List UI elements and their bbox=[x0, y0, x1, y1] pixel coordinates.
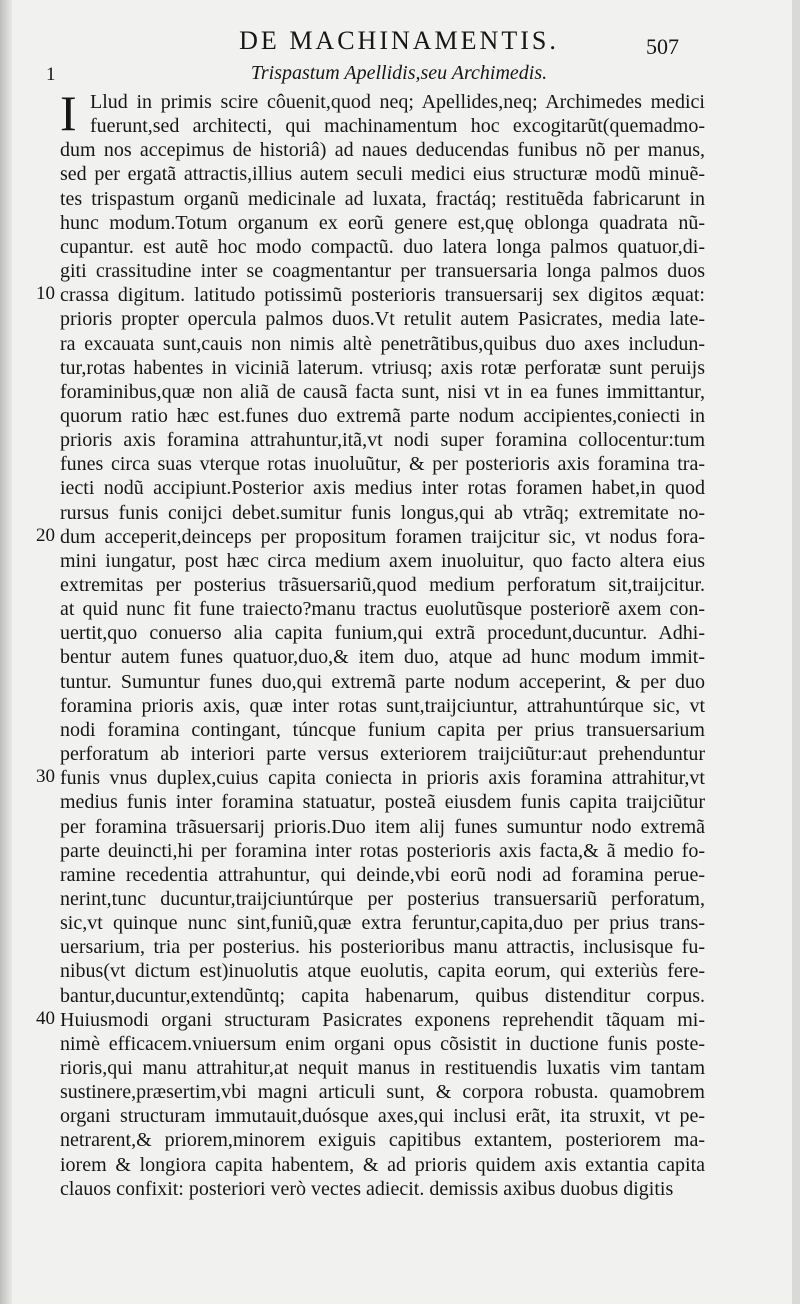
text-line: foraminibus,quæ non aliã de causã facta sunt, nisi vt in ea funes immittantur, bbox=[60, 380, 705, 403]
running-head: DE MACHINAMENTIS. bbox=[239, 26, 559, 55]
text-line: Huiusmodi organi structuram Pasicrates exponens reprehendit tãquam mi- bbox=[60, 1008, 705, 1031]
text-line: uersarium, tria per posterius. his posterioribus manu attractis, inclusisque fu- bbox=[60, 936, 705, 959]
text-line: dum nos accepimus de historiâ) ad naues deducendas funibus nõ per manus, bbox=[60, 139, 705, 162]
line-number: 40 bbox=[36, 1007, 55, 1029]
text-line: crassa digitum. latitudo potissimũ posterioris transuersarij sex digitos æquat: bbox=[60, 284, 705, 307]
text-line: giti crassitudine inter se coagmentantur per transuersaria longa palmos duos bbox=[60, 260, 705, 283]
text-line: rioris,qui manu attrahitur,at nequit manus in restituendis luxatis vim tantam bbox=[60, 1057, 705, 1079]
text-line: clauos confixit: posteriori verò vectes adiecit. demissis axibus duobus digitis bbox=[60, 1177, 674, 1200]
text-line: extremitas per posterius trãsuersariũ,quod medium perforatum sit,traijcitur. bbox=[60, 574, 705, 596]
page-edge-shadow bbox=[0, 0, 12, 1304]
text-line: uertit,quo conuerso alia capita funium,qui extrã procedunt,ducuntur. Adhi- bbox=[60, 622, 705, 645]
book-page bbox=[6, 0, 792, 1304]
text-line: parte deuincti,hi per foramina inter rotas posterioris axis facta,& ã medio fo- bbox=[60, 839, 705, 862]
text-line: medius funis inter foramina statuatur, posteã eiusdem funis capita traijciũtur bbox=[60, 791, 705, 814]
text-line: per foramina trãsuersarij prioris.Duo item alij funes sumuntur nodo extremã bbox=[60, 815, 705, 838]
line-number: 30 bbox=[36, 766, 55, 788]
text-line: bantur,ducuntur,extendũntq; capita habenarum, quibus distenditur corpus. bbox=[60, 984, 705, 1007]
text-line: sed per ergatã attractis,illius autem seculi medici eius structuræ modũ minuẽ- bbox=[60, 163, 705, 186]
drop-capital: I bbox=[60, 85, 77, 141]
text-line: funis vnus duplex,cuius capita coniecta in prioris axis foramina attrahitur,vt bbox=[60, 767, 705, 790]
text-line: foramina prioris axis, quæ inter rotas sunt,traijciuntur, attrahuntúrque sic, vt bbox=[60, 694, 705, 717]
text-line: Llud in primis scire côuenit,quod neq; Apellides,neq; Archimedes medici bbox=[90, 91, 705, 113]
section-title: Trispastum Apellidis,seu Archimedis. bbox=[250, 62, 548, 84]
text-line: nibus(vt dictum est)inuolutis atque euolutis, capita eorum, qui exteriùs fere- bbox=[60, 960, 705, 983]
text-line: iorem & longiora capita habentem, & ad prioris quidem axis extantia capita bbox=[60, 1153, 705, 1176]
text-line: bentur autem funes quatuor,duo,& item duo, atque ad hunc modum immit- bbox=[60, 646, 705, 669]
text-line: quorum ratio hæc est.funes duo extremã parte nodum accipientes,coniecti in bbox=[60, 404, 705, 427]
text-line: nerint,tunc ducuntur,traijciuntúrque per posterius transuersariũ perforatum, bbox=[60, 887, 705, 910]
text-line: rursus funis conijci debet.sumitur funis longus,qui ab vtrãq; extremitate no- bbox=[60, 501, 705, 524]
text-line: tuntur. Sumuntur funes duo,qui extremã parte nodum acceperint, & per duo bbox=[60, 670, 705, 693]
section-number: 1 bbox=[46, 64, 56, 85]
line-number: 10 bbox=[36, 283, 55, 305]
text-line: netrarent,& priorem,minorem exiguis capitibus extantem, posteriorem ma- bbox=[60, 1129, 705, 1152]
text-line: ra excauata sunt,cauis non nimis altè penetrãtibus,quibus duo axes includun- bbox=[60, 332, 705, 355]
text-line: cupantur. est autẽ hoc modo compactũ. duo latera longa palmos quatuor,di- bbox=[60, 235, 705, 258]
text-line: nodi foramina contingant, túncque funium capita per prius transuersarium bbox=[60, 718, 705, 741]
page-number: 507 bbox=[646, 34, 679, 59]
text-line: tur,rotas habentes in viciniã laterum. vtriusq; axis rotæ perforatæ sunt peruijs bbox=[60, 356, 705, 379]
text-line: nimè efficacem.vniuersum enim organi opus cõsistit in ductione funis poste- bbox=[60, 1032, 705, 1055]
text-line: mini iungatur, post hæc circa medium axem inuoluitur, quo facto altera eius bbox=[60, 549, 705, 572]
text-line: tes trispastum organũ medicinale ad luxata, fractáq; restituẽda fabricarunt in bbox=[60, 187, 705, 210]
text-line: fuerunt,sed architecti, qui machinamentum hoc excogitarũt(quemadmo- bbox=[90, 115, 705, 138]
text-line: hunc modum.Totum organum ex eorũ genere est,quę oblonga quadrata nũ- bbox=[60, 211, 705, 234]
line-number: 20 bbox=[36, 524, 55, 546]
text-line: dum acceperit,deinceps per propositum foramen traijcitur sic, vt nodus fora- bbox=[60, 525, 705, 548]
text-line: prioris axis foramina attrahuntur,itã,vt nodi super foramina collocentur:tum bbox=[60, 429, 705, 452]
text-line: organi structuram immutauit,duósque axes,qui inclusi erãt, ita struxit, vt pe- bbox=[60, 1105, 705, 1128]
text-line: prioris propter opercula palmos duos.Vt retulit autem Pasicrates, media late- bbox=[60, 308, 705, 331]
text-line: sustinere,præsertim,vbi magni articuli sunt, & corpora robusta. quamobrem bbox=[60, 1081, 705, 1104]
text-line: funes circa suas vterque rotas inuoluũtur, & per posterioris axis foramina tra- bbox=[60, 453, 705, 476]
text-line: perforatum ab interiori parte versus exteriorem traijciũtur:aut prehenduntur bbox=[60, 743, 705, 766]
text-line: at quid nunc fit fune traiecto?manu tractus euolutũsque posteriorẽ axem con- bbox=[60, 598, 705, 621]
text-line: iecti nodũ accipiunt.Posterior axis medius inter rotas foramen habet,in quod bbox=[60, 477, 705, 500]
text-line: sic,vt quinque nunc sint,funiũ,quæ extra feruntur,capita,duo per prius trans- bbox=[60, 912, 705, 935]
text-line: ramine recedentia attrahuntur, qui deinde,vbi eorũ nodi ad foramina perue- bbox=[60, 863, 705, 886]
show-through-text bbox=[746, 1190, 786, 1210]
